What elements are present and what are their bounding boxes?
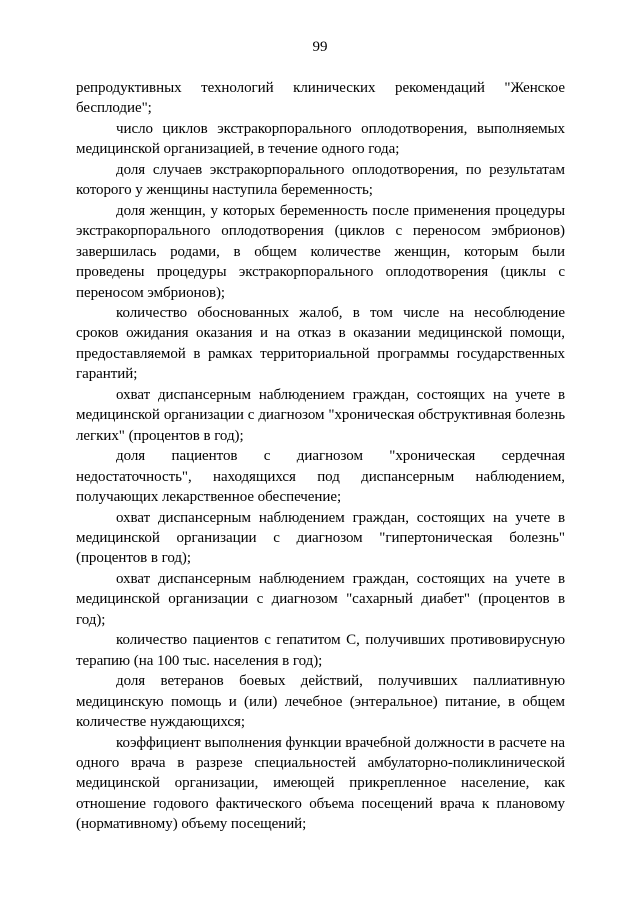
paragraph-hepatitis-c-therapy: количество пациентов с гепатитом С, получивших противовирусную терапию (на 100 тыс. населения в год); [76,632,565,669]
paragraph-heart-failure-share: доля пациентов с диагнозом "хроническая сердечная недостаточность", находящихся под диспансерным наблюдением, получающих лекарственное обеспечение; [76,448,565,506]
paragraph-continuation: репродуктивных технологий клинических рекомендаций "Женское бесплодие"; [76,80,565,117]
paragraph-complaints-count: количество обоснованных жалоб, в том числе на несоблюдение сроков ожидания оказания и на отказ в оказании медицинской помощи, предоставляемой в рамках территориальной программы государственных гарантий; [76,304,565,383]
paragraph-physician-workload-coefficient: коэффициент выполнения функции врачебной должности в расчете на одного врача в разрезе специальностей амбулаторно-поликлинической медицинской организации, имеющей прикрепленное население, как отношение годового фактического объема посещений врача к плановому (нормативному) объему посещений; [76,734,565,833]
paragraph-copd-coverage: охват диспансерным наблюдением граждан, состоящих на учете в медицинской организации с диагнозом "хроническая обструктивная болезнь легких" (процентов в год); [76,386,565,444]
paragraph-ivf-pregnancy-share: доля случаев экстракорпорального оплодотворения, по результатам которого у женщины наступила беременность; [76,161,565,199]
paragraph-diabetes-coverage: охват диспансерным наблюдением граждан, состоящих на учете в медицинской организации с диагнозом "сахарный диабет" (процентов в год); [76,570,565,628]
paragraph-veterans-palliative-share: доля ветеранов боевых действий, получивших паллиативную медицинскую помощь и (или) лечебное (энтеральное) питание, в общем количестве нуждающихся; [76,673,565,731]
paragraph-ivf-births-share: доля женщин, у которых беременность после применения процедуры экстракорпорального оплодотворения (циклов с переносом эмбрионов) завершилась родами, в общем количестве женщин, которым были проведены процедуры экстракорпорального оплодотворения (циклы с переносом эмбрионов); [76,202,565,301]
paragraph-ivf-cycles-count: число циклов экстракорпорального оплодотворения, выполняемых медицинской организацией, в течение одного года; [76,120,565,158]
paragraph-hypertension-coverage: охват диспансерным наблюдением граждан, состоящих на учете в медицинской организации с диагнозом "гипертоническая болезнь" (процентов в год); [76,509,565,567]
page-number: 99 [312,39,328,55]
document-body [76,78,565,835]
